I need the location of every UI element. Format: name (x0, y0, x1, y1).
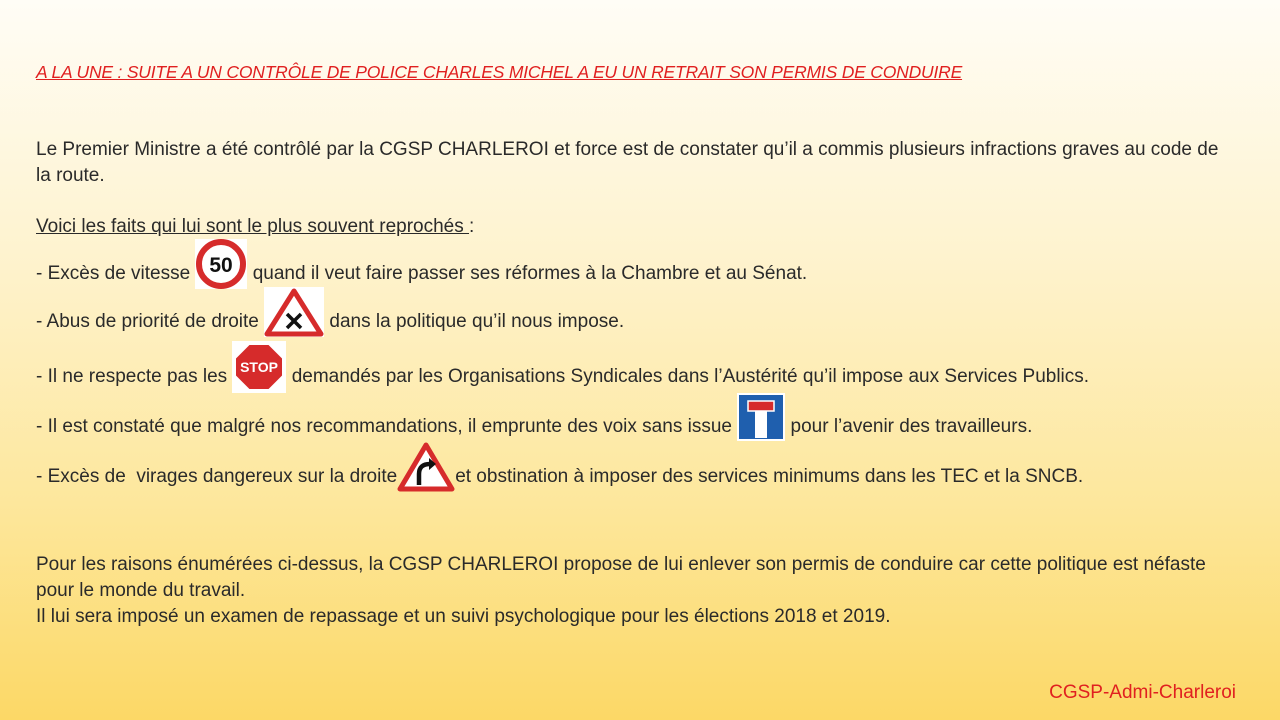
fact-text-before: - Excès de vitesse (36, 263, 196, 284)
faits-heading (36, 214, 1236, 240)
conclusion-line: Pour les raisons énumérées ci-dessus, la CGSP CHARLEROI propose de lui enlever son permis de conduire car cette politique est néfaste pour le monde du travail. (36, 554, 1206, 601)
fact-stop (36, 351, 1089, 403)
speed-limit-50-label: 50 (209, 253, 234, 277)
fact-speeding (36, 248, 807, 300)
conclusion-line: Il lui sera imposé un examen de repassage et un suivi psychologique pour les élections 2018 et 2019. (36, 606, 891, 627)
fact-dead-end (36, 401, 1032, 453)
fact-text-after: demandés par les Organisations Syndicales dans l’Austérité qu’il impose aux Services Publics. (286, 366, 1090, 387)
stop-sign-label: STOP (240, 358, 279, 375)
dangerous-curve-right-icon (397, 441, 455, 514)
footer-signature: CGSP-Admi-Charleroi (1049, 682, 1236, 703)
fact-text-before: - Il ne respecte pas les (36, 366, 233, 387)
faits-heading-text: Voici les faits qui lui sont le plus souvent reprochés (36, 216, 470, 237)
conclusion (36, 552, 1236, 630)
fact-curve (36, 451, 1083, 503)
fact-text-after: quand il veut faire passer ses réformes à la Chambre et au Sénat. (247, 263, 808, 284)
fact-text-before: - Abus de priorité de droite (36, 311, 265, 332)
fact-text-before: - Il est constaté que malgré nos recommandations, il emprunte des voix sans issue (36, 416, 738, 437)
fact-text-after: dans la politique qu’il nous impose. (324, 311, 625, 332)
fact-priority (36, 296, 624, 348)
fact-text-after: pour l’avenir des travailleurs. (785, 416, 1033, 437)
intro-paragraph: Le Premier Ministre a été contrôlé par la CGSP CHARLEROI et force est de constater qu’il a commis plusieurs infractions graves au code de la route. (36, 139, 1219, 186)
headline: A LA UNE : SUITE A UN CONTRÔLE DE POLICE CHARLES MICHEL A EU UN RETRAIT SON PERMIS DE CONDUIRE (36, 62, 963, 82)
fact-text-after: et obstination à imposer des services minimums dans les TEC et la SNCB. (455, 466, 1084, 487)
fact-text-before: - Excès de virages dangereux sur la droite (36, 466, 398, 487)
faits-heading-colon: : (469, 216, 475, 237)
